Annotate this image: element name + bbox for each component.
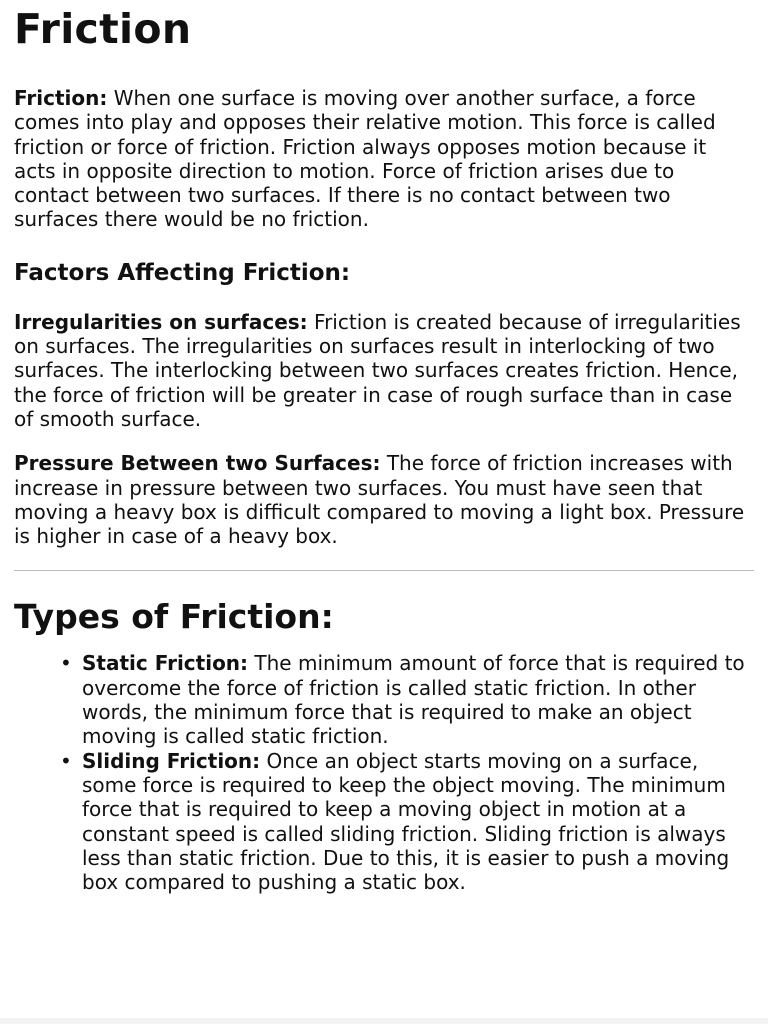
sliding-friction-term: Sliding Friction: <box>82 748 261 773</box>
pressure-text: The force of friction increases with increase in pressure between two surfaces. You must have seen that moving a heavy box is difficult compared to moving a light box. Pressure is higher in case of a heavy box. <box>14 451 745 549</box>
intro-term: Friction: <box>14 86 108 110</box>
list-item-static-friction <box>60 651 754 749</box>
irregularities-text: Friction is created because of irregularities on surfaces. The irregularities on surfaces result in interlocking of two surfaces. The interlocking between two surfaces creates friction. Hence, the force of friction will be greater in case of rough surface than in case of smooth surface. <box>14 309 741 431</box>
bullet-icon: • <box>60 651 72 676</box>
intro-text: When one surface is moving over another surface, a force comes into play and opposes their relative motion. This force is called friction or force of friction. Friction always opposes motion because it acts in opposite direction to motion. Force of friction arises due to contact between two surfaces. If there is no contact between two surfaces there would be no friction. <box>14 86 716 232</box>
static-friction-term: Static Friction: <box>82 651 249 676</box>
pressure-paragraph <box>14 451 754 548</box>
page-title: Friction <box>14 5 192 53</box>
sliding-friction-text: Once an object starts moving on a surface, some force is required to keep the object moving. The minimum force that is required to keep a moving object in motion at a constant speed is called sliding friction. Sliding friction is always less than static friction. Due to this, it is easier to push a moving box compared to pushing a static box. <box>82 748 730 895</box>
factors-heading: Factors Affecting Friction: <box>14 259 351 286</box>
bullet-icon: • <box>60 748 72 773</box>
list-item-sliding-friction <box>60 748 754 895</box>
intro-paragraph <box>14 86 754 232</box>
static-friction-text: The minimum amount of force that is required to overcome the force of friction is called static friction. In other words, the minimum force that is required to make an object moving is called static friction. <box>82 651 745 749</box>
pressure-term: Pressure Between two Surfaces: <box>14 451 381 476</box>
bottom-edge-bar <box>0 1018 768 1024</box>
types-list <box>14 651 754 894</box>
types-heading: Types of Friction: <box>14 597 334 637</box>
irregularities-paragraph <box>14 310 754 431</box>
section-divider <box>14 570 754 571</box>
irregularities-term: Irregularities on surfaces: <box>14 309 308 334</box>
